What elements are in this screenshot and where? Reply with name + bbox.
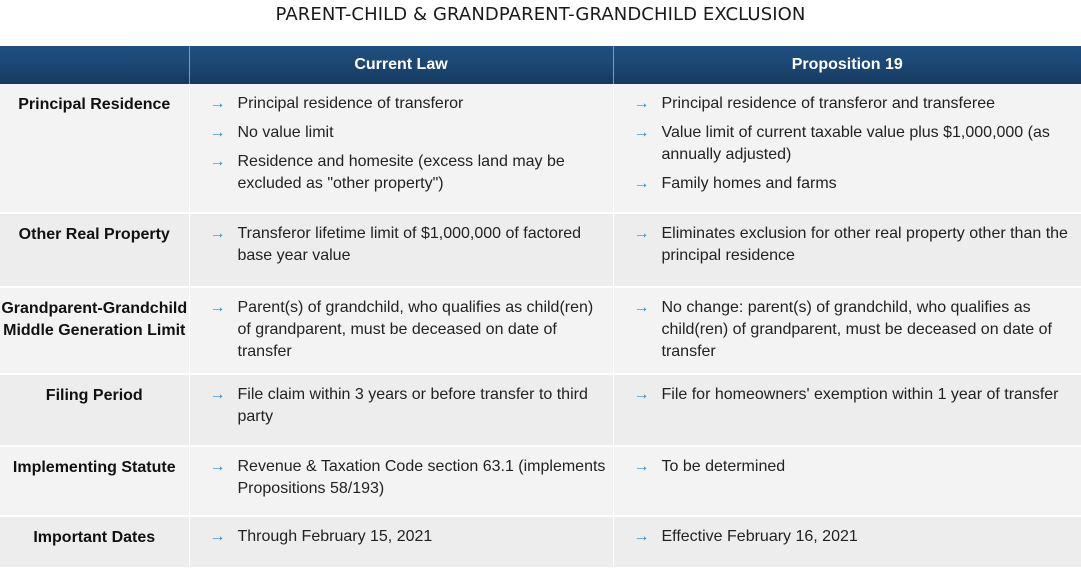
list-item xyxy=(210,122,607,144)
cell-proposition-19 xyxy=(613,516,1081,568)
right-arrow-icon: → xyxy=(209,153,226,170)
table-row xyxy=(0,287,1081,374)
right-arrow-icon: → xyxy=(633,528,650,545)
right-arrow-icon: → xyxy=(633,95,650,112)
right-arrow-icon: → xyxy=(209,124,226,141)
right-arrow-icon: → xyxy=(209,458,226,475)
cell-current-law xyxy=(189,374,613,446)
row-label: Important Dates xyxy=(0,516,189,568)
list-item xyxy=(210,526,607,548)
header-blank xyxy=(0,46,189,84)
right-arrow-icon: → xyxy=(209,386,226,403)
list-item-text: Revenue & Taxation Code section 63.1 (implements Propositions 58/193) xyxy=(237,458,606,497)
list-item-text: Value limit of current taxable value plus $1,000,000 (as annually adjusted) xyxy=(661,124,1050,163)
list-item-text: Residence and homesite (excess land may be excluded as "other property") xyxy=(237,153,565,192)
list-item-text: Through February 15, 2021 xyxy=(237,528,433,545)
list-item-text: To be determined xyxy=(661,458,786,475)
row-label: Other Real Property xyxy=(0,213,189,287)
page-title: PARENT-CHILD & GRANDPARENT-GRANDCHILD EXCLUSION xyxy=(275,4,806,25)
list-item-text: Family homes and farms xyxy=(661,175,837,192)
right-arrow-icon: → xyxy=(209,95,226,112)
right-arrow-icon: → xyxy=(633,458,650,475)
list-item-text: Eliminates exclusion for other real property other than the principal residence xyxy=(661,225,1068,264)
right-arrow-icon: → xyxy=(633,386,650,403)
right-arrow-icon: → xyxy=(633,225,650,242)
list-item xyxy=(634,93,1076,115)
list-item-text: Principal residence of transferor xyxy=(237,95,464,112)
table-row xyxy=(0,213,1081,287)
cell-current-law xyxy=(189,446,613,516)
cell-current-law xyxy=(189,287,613,374)
list-item xyxy=(634,384,1076,406)
header-proposition-19: Proposition 19 xyxy=(613,46,1081,84)
header-current-law: Current Law xyxy=(189,46,613,84)
cell-current-law xyxy=(189,84,613,213)
list-item xyxy=(210,297,607,363)
list-item-text: Effective February 16, 2021 xyxy=(661,528,858,545)
list-item xyxy=(210,223,607,267)
comparison-table xyxy=(0,46,1081,569)
list-item xyxy=(210,384,607,428)
table-header-row xyxy=(0,46,1081,84)
right-arrow-icon: → xyxy=(633,299,650,316)
table-row xyxy=(0,374,1081,446)
right-arrow-icon: → xyxy=(209,299,226,316)
cell-current-law xyxy=(189,213,613,287)
row-label: Filing Period xyxy=(0,374,189,446)
cell-proposition-19 xyxy=(613,84,1081,213)
list-item-text: File claim within 3 years or before transfer to third party xyxy=(237,386,588,425)
cell-proposition-19 xyxy=(613,213,1081,287)
row-label: Principal Residence xyxy=(0,84,189,213)
right-arrow-icon: → xyxy=(633,124,650,141)
list-item xyxy=(634,297,1076,363)
list-item xyxy=(210,456,607,500)
list-item-text: No value limit xyxy=(237,124,334,141)
list-item-text: Transferor lifetime limit of $1,000,000 of factored base year value xyxy=(237,225,582,264)
right-arrow-icon: → xyxy=(209,225,226,242)
table-row xyxy=(0,446,1081,516)
cell-proposition-19 xyxy=(613,374,1081,446)
list-item xyxy=(210,93,607,115)
list-item-text: No change: parent(s) of grandchild, who qualifies as child(ren) of grandparent, must be deceased on date of transfer xyxy=(661,299,1052,360)
list-item xyxy=(634,122,1076,166)
table-row xyxy=(0,516,1081,568)
cell-current-law xyxy=(189,516,613,568)
list-item-text: Parent(s) of grandchild, who qualifies as child(ren) of grandparent, must be deceased on date of transfer xyxy=(237,299,594,360)
list-item-text: File for homeowners' exemption within 1 year of transfer xyxy=(661,386,1059,403)
list-item xyxy=(210,151,607,195)
list-item-text: Principal residence of transferor and transferee xyxy=(661,95,996,112)
table-row xyxy=(0,84,1081,213)
cell-proposition-19 xyxy=(613,287,1081,374)
cell-proposition-19 xyxy=(613,446,1081,516)
list-item xyxy=(634,456,1076,478)
row-label: Grandparent-Grandchild Middle Generation Limit xyxy=(0,287,189,374)
list-item xyxy=(634,223,1076,267)
list-item xyxy=(634,526,1076,548)
right-arrow-icon: → xyxy=(633,175,650,192)
right-arrow-icon: → xyxy=(209,528,226,545)
list-item xyxy=(634,173,1076,195)
row-label: Implementing Statute xyxy=(0,446,189,516)
